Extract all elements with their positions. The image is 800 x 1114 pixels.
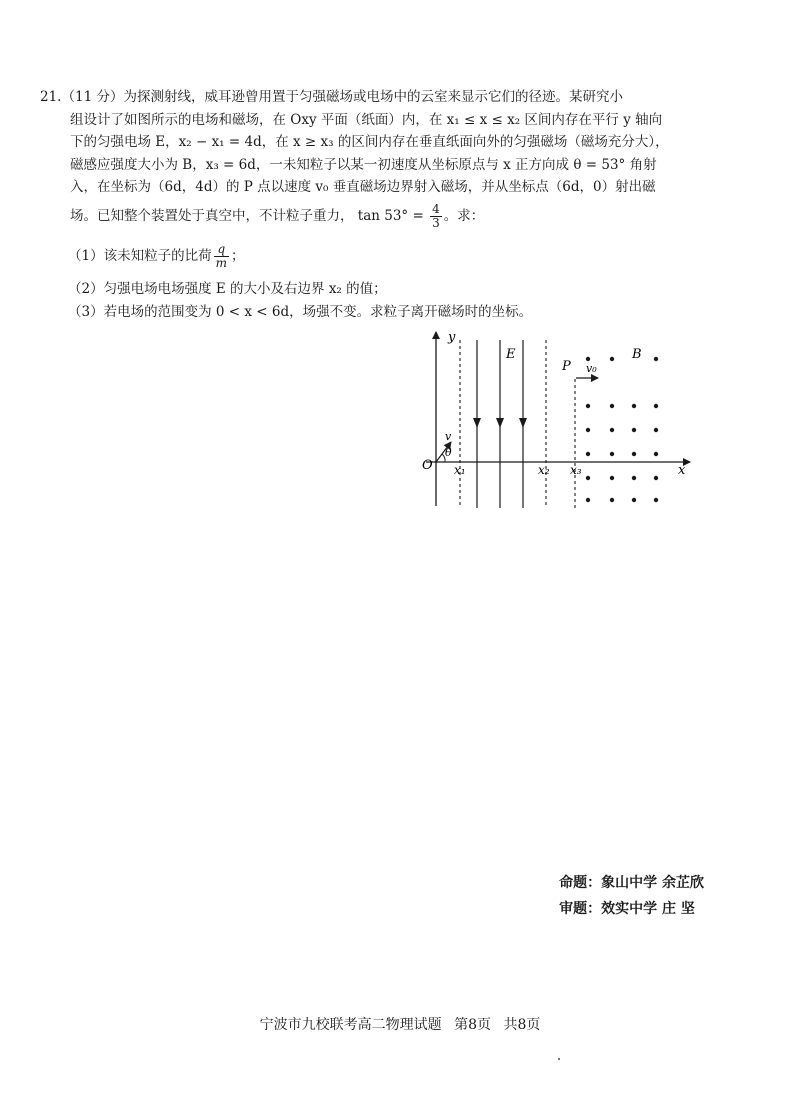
velocity-label: v — [445, 430, 452, 443]
field-arrow-2 — [496, 418, 504, 428]
e-field-label: E — [506, 347, 516, 362]
x3-label: x₃ — [570, 463, 582, 477]
question-text-6-suffix: 。求： — [443, 207, 485, 224]
subquestion-1 — [68, 243, 244, 270]
subquestion-1-prefix: （1）该未知粒子的比荷 — [68, 248, 212, 264]
ratio-denominator: m — [215, 256, 227, 270]
question-21 — [40, 86, 720, 230]
tan-numerator: 4 — [432, 201, 440, 216]
question-line-3: 下的匀强电场 E，x₂ − x₁ = 4d，在 x ≥ x₃ 的区间内存在垂直纸面向外的匀强磁场（磁场充分大）， — [70, 134, 669, 150]
question-line-6 — [40, 203, 720, 230]
point-p-label: P — [562, 359, 571, 374]
ratio-numerator: q — [214, 243, 229, 257]
credits — [559, 870, 704, 922]
credit-setter: 命题：象山中学 余芷欣 — [559, 875, 704, 891]
x2-label: x₂ — [538, 463, 550, 477]
theta-label: θ — [445, 446, 452, 459]
tan-expression: tan 53° = — [357, 207, 424, 224]
question-number: 21. — [40, 89, 62, 105]
field-arrow-1 — [473, 418, 481, 428]
question-line-2: 组设计了如图所示的电场和磁场，在 Oxy 平面（纸面）内，在 x₁ ≤ x ≤ x₂ 区间内存在平行 y 轴向 — [70, 111, 663, 128]
field-diagram — [418, 324, 708, 514]
charge-mass-ratio — [214, 243, 229, 270]
origin-label: O — [422, 458, 433, 473]
page-footer: 宁波市九校联考高二物理试题 第8页 共8页 — [259, 1017, 541, 1033]
question-points: （11 分） — [61, 89, 124, 105]
question-text-1: 为探测射线，威耳逊曾用置于匀强磁场或电场中的云室来显示它们的径迹。某研究小 — [123, 89, 623, 105]
x1-label: x₁ — [454, 463, 466, 477]
tan-fraction — [430, 203, 442, 230]
stray-mark — [558, 1058, 560, 1060]
subquestion-2: （2）匀强电场电场强度 E 的大小及右边界 x₂ 的值； — [68, 281, 387, 297]
subquestion-3: （3）若电场的范围变为 0 < x < 6d，场强不变。求粒子离开磁场时的坐标。 — [68, 304, 533, 320]
question-line-4: 磁感应强度大小为 B，x₃ = 6d，一未知粒子以某一初速度从坐标原点与 x 正方向成 θ = 53° 角射 — [70, 156, 657, 173]
magnetic-field-dots — [586, 357, 658, 502]
b-field-label: B — [632, 347, 642, 362]
subquestion-1-suffix: ； — [230, 248, 245, 264]
field-arrow-3 — [519, 418, 527, 428]
question-line-5: 入，在坐标为（6d，4d）的 P 点以速度 v₀ 垂直磁场边界射入磁场，并从坐标点（6d，0）射出磁 — [70, 179, 656, 195]
question-line-1 — [40, 86, 720, 109]
v0-label: v₀ — [586, 362, 597, 375]
y-axis-label: y — [448, 330, 456, 345]
credit-reviewer: 审题：效实中学 庄 坚 — [559, 901, 695, 917]
x-axis-label: x — [678, 463, 686, 478]
question-text-6-prefix: 场。已知整个装置处于真空中，不计粒子重力， — [70, 207, 354, 224]
tan-denominator: 3 — [432, 215, 440, 230]
